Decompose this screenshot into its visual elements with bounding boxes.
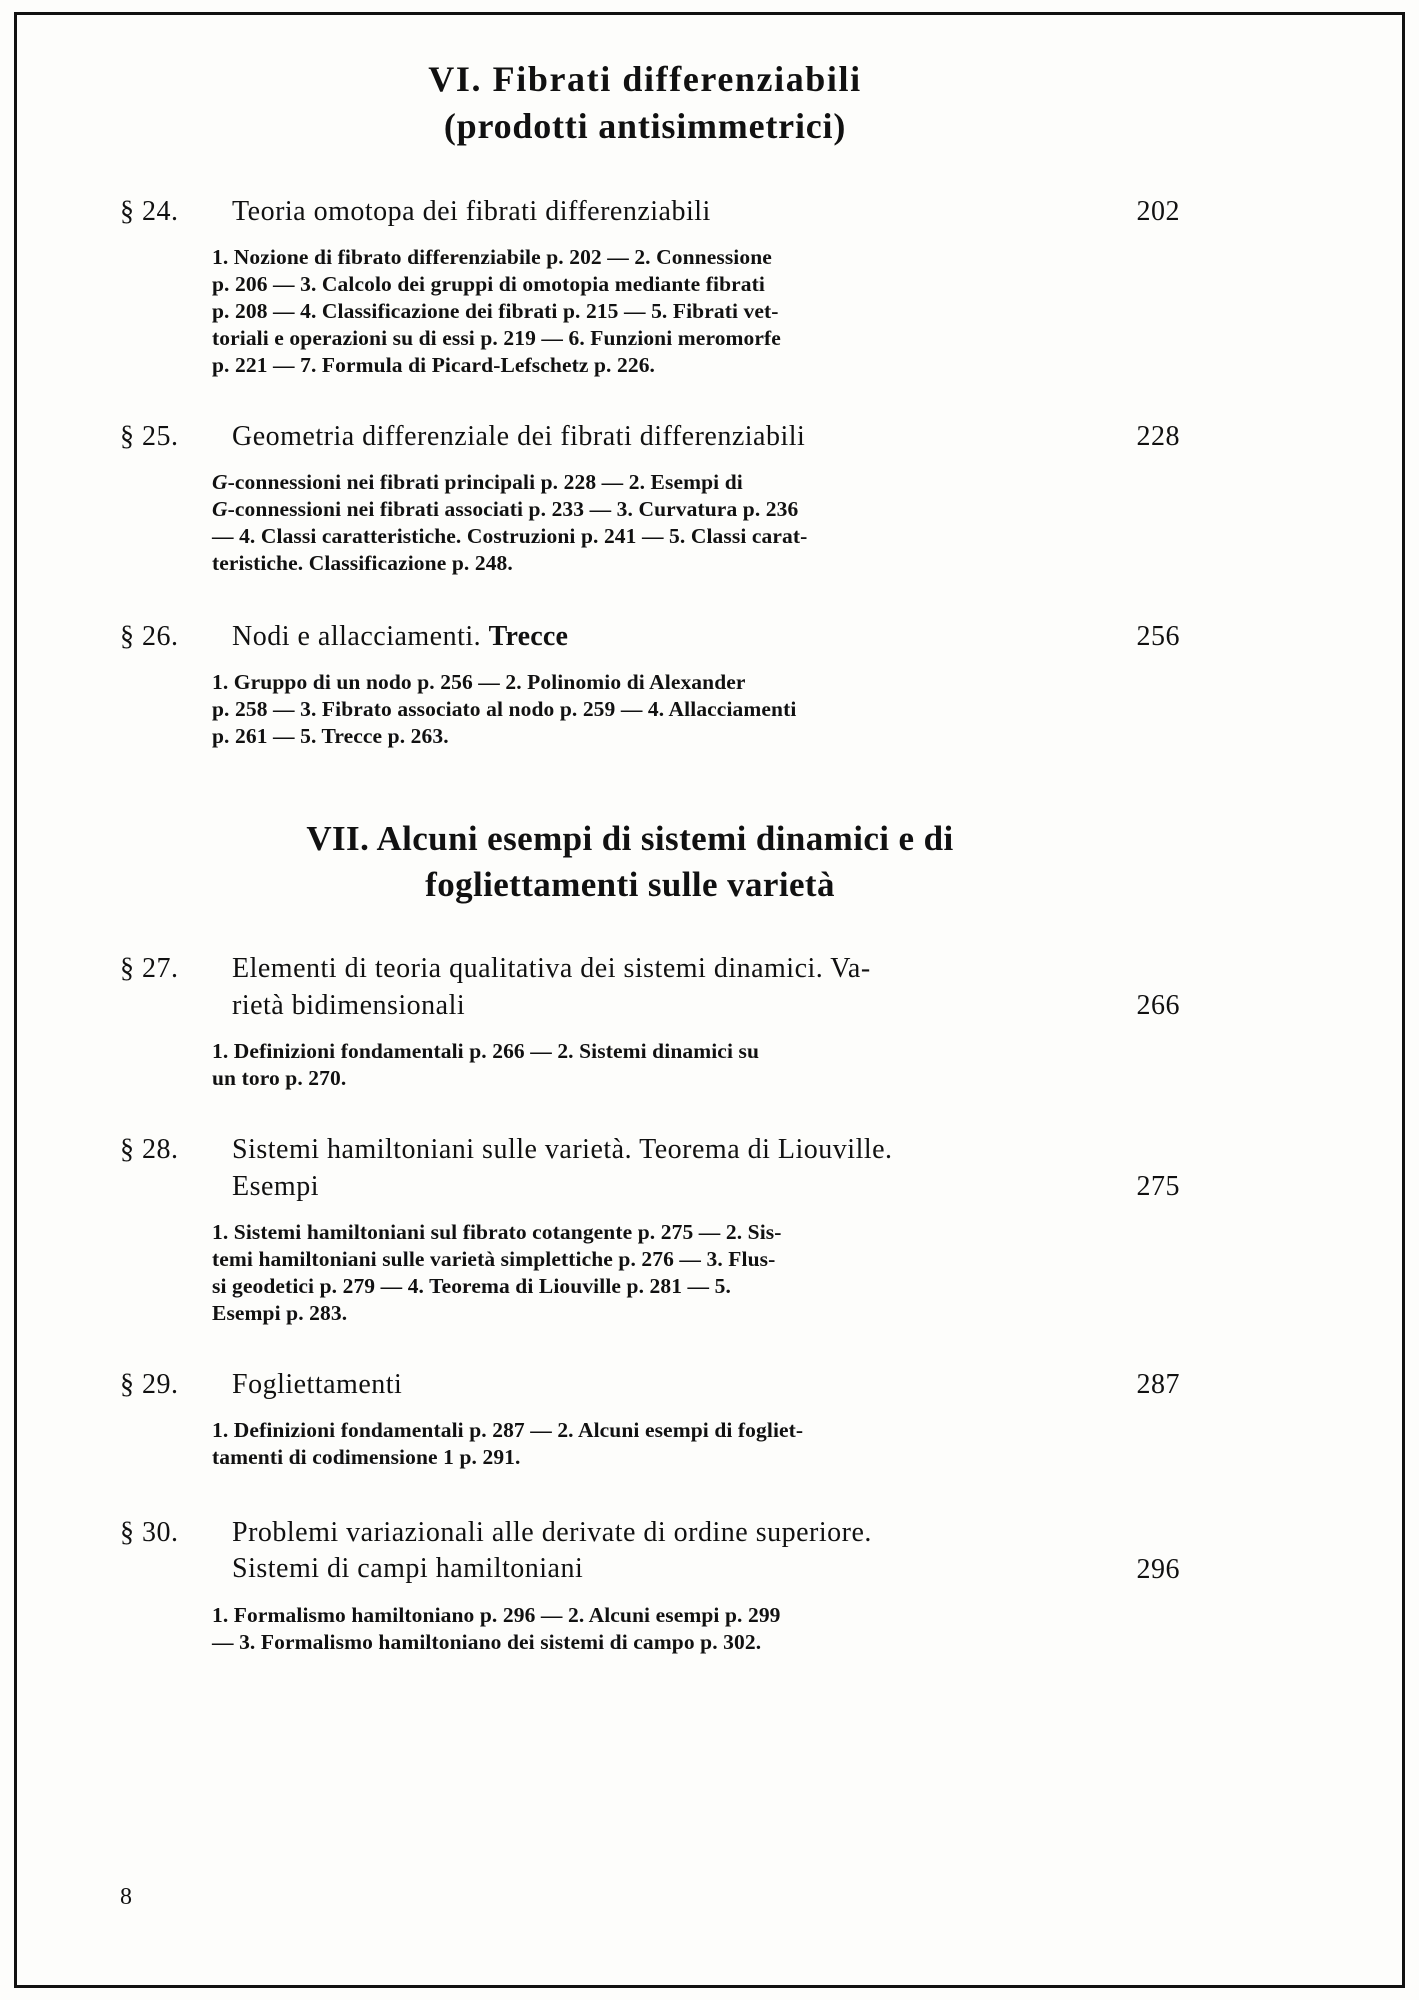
section-28-subitems: 1. Sistemi hamiltoniani sul fibrato cotangente p. 275 — 2. Sis- temi hamiltoniani sulle varietà simplettiche p. 276 — 3. Flus- si geodetici p. 279 — 4. Teorema di Liouville p. 281 — 5. Esempi p. 283. [212,1219,782,1325]
section-26-title [232,619,1180,655]
subitem-line-italic-g-1: G-connessioni nei fibrati principali p. 228 — 2. Esempi di [212,470,743,495]
section-30-page: 296 [1136,1554,1180,1586]
chapter-six-line-2: (prodotti antisimmetrici) [443,105,847,146]
section-28-title: Sistemi hamiltoniani sulle varietà. Teorema di Liouville. Esempi [232,1134,893,1202]
toc-entry-25[interactable] [120,419,1180,577]
section-27-heading [120,951,1180,1024]
section-30-title: Problemi variazionali alle derivate di ordine superiore. Sistemi di campi hamiltoniani [232,1517,872,1585]
page-number: 8 [120,1884,133,1910]
section-30-heading [120,1515,1180,1588]
chapter-heading-seven [215,816,1045,907]
section-29-marker: § 29. [120,1368,179,1400]
section-25-marker: § 25. [120,420,179,452]
chapter-seven-line-2: fogliettamenti sulle varietà [425,864,835,904]
toc-entry-27[interactable] [120,951,1180,1092]
toc-entry-30[interactable] [120,1515,1180,1656]
section-26-page: 256 [1136,621,1180,653]
section-24-page: 202 [1136,195,1180,227]
section-30-marker: § 30. [120,1517,179,1549]
chapter-six-line-1: VI. Fibrati differenziabili [428,59,862,99]
section-26-title-text: Nodi e allacciamenti. Trecce [232,621,569,653]
section-29-heading [120,1367,1180,1403]
section-24-title: Teoria omotopa dei fibrati differenziabili [232,195,711,227]
toc-entry-28[interactable] [120,1132,1180,1327]
section-30-subitems: 1. Formalismo hamiltoniano p. 296 — 2. Alcuni esempi p. 299 — 3. Formalismo hamiltoniano dei sistemi di campo p. 302. [212,1602,781,1654]
section-27-title: Elementi di teoria qualitativa dei sistemi dinamici. Va- rietà bidimensionali [232,953,871,1021]
section-25-subitems: G-connessioni nei fibrati principali p. 228 — 2. Esempi di G-connessioni nei fibrati associati p. 233 — 3. Curvatura p. 236 — 4. Classi caratteristiche. Costruzioni p. 241 — 5. Classi carat- teristiche. Classificazione p. 248. [212,469,1012,577]
section-24-heading [120,194,1180,230]
section-27-marker: § 27. [120,953,179,985]
toc-content [120,56,1180,1656]
section-27-subitems: 1. Definizioni fondamentali p. 266 — 2. Sistemi dinamici su un toro p. 270. [212,1039,760,1091]
toc-entry-29[interactable] [120,1367,1180,1471]
section-24-subitems: 1. Nozione di fibrato differenziabile p. 202 — 2. Connessione p. 206 — 3. Calcolo dei gruppi di omotopia mediante fibrati p. 208 — 4. Classificazione dei fibrati p. 215 — 5. Fibrati vet- toriali e operazioni su di essi p. 219 — 6. Funzioni meromorfe p. 221 — 7. Formula di Picard-Lefschetz p. 226. [212,244,781,377]
chapter-heading-six [250,56,1040,150]
toc-entry-26[interactable] [120,619,1180,750]
toc-entry-24[interactable] [120,194,1180,379]
section-26-subitems: 1. Gruppo di un nodo p. 256 — 2. Polinomio di Alexander p. 258 — 3. Fibrato associato al nodo p. 259 — 4. Allacciamenti p. 261 — 5. Trecce p. 263. [212,670,797,749]
section-26-heading [120,619,1180,655]
section-28-page: 275 [1136,1171,1180,1203]
section-26-marker: § 26. [120,621,179,653]
subitem-line-italic-g-2: G-connessioni nei fibrati associati p. 233 — 3. Curvatura p. 236 [212,497,799,522]
section-25-page: 228 [1136,420,1180,452]
chapter-seven-line-1: VII. Alcuni esempi di sistemi dinamici e di [306,819,954,859]
section-27-page: 266 [1136,990,1180,1022]
section-28-heading [120,1132,1180,1205]
section-25-heading [120,419,1180,455]
section-28-marker: § 28. [120,1134,179,1166]
section-25-title: Geometria differenziale dei fibrati differenziabili [232,420,806,452]
section-29-title: Fogliettamenti [232,1368,403,1400]
section-29-page: 287 [1136,1368,1180,1400]
section-29-subitems: 1. Definizioni fondamentali p. 287 — 2. Alcuni esempi di fogliet- tamenti di codimensione 1 p. 291. [212,1418,804,1470]
section-24-marker: § 24. [120,195,179,227]
